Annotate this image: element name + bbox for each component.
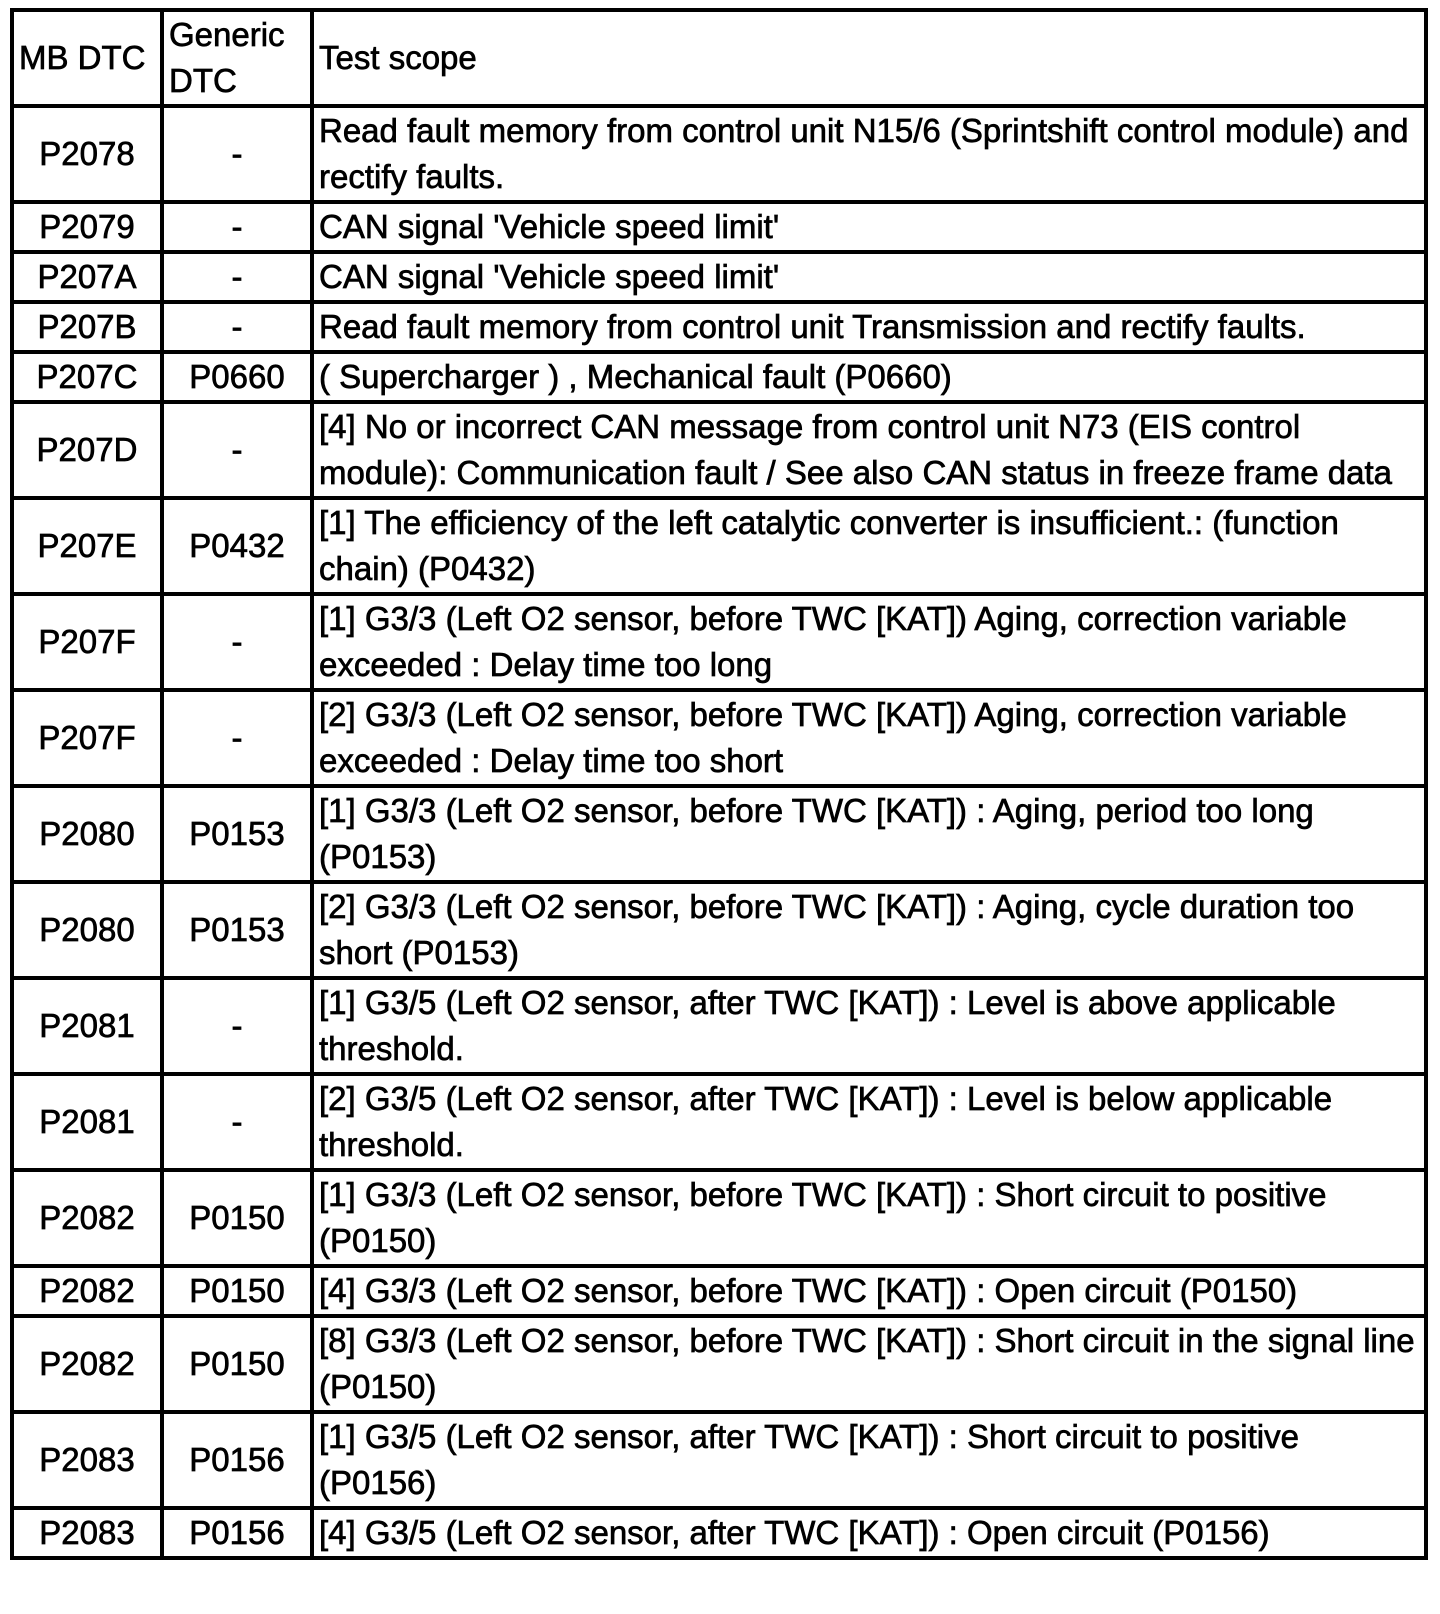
- mb-dtc-cell: P207A: [12, 252, 162, 302]
- table-row: [12, 786, 1426, 882]
- dtc-table: [10, 8, 1428, 1560]
- mb-dtc-cell: P207E: [12, 498, 162, 594]
- table-body: [12, 106, 1426, 1558]
- table-row: [12, 252, 1426, 302]
- test-scope-cell: [2] G3/3 (Left O2 sensor, before TWC [KAT]) : Aging, cycle duration too short (P0153): [312, 882, 1426, 978]
- test-scope-cell: [8] G3/3 (Left O2 sensor, before TWC [KAT]) : Short circuit in the signal line (P0150): [312, 1316, 1426, 1412]
- table-row: [12, 498, 1426, 594]
- table-row: [12, 106, 1426, 202]
- mb-dtc-cell: P207C: [12, 352, 162, 402]
- generic-dtc-cell: -: [162, 252, 312, 302]
- table-row: [12, 1074, 1426, 1170]
- generic-dtc-cell: -: [162, 402, 312, 498]
- header-generic-line2: DTC: [169, 62, 237, 99]
- table-row: [12, 202, 1426, 252]
- generic-dtc-cell: P0432: [162, 498, 312, 594]
- test-scope-cell: [4] G3/5 (Left O2 sensor, after TWC [KAT]) : Open circuit (P0156): [312, 1508, 1426, 1558]
- mb-dtc-cell: P2082: [12, 1170, 162, 1266]
- generic-dtc-cell: -: [162, 202, 312, 252]
- generic-dtc-cell: -: [162, 978, 312, 1074]
- test-scope-cell: [1] G3/5 (Left O2 sensor, after TWC [KAT]) : Short circuit to positive (P0156): [312, 1412, 1426, 1508]
- mb-dtc-cell: P2080: [12, 786, 162, 882]
- test-scope-cell: [1] G3/3 (Left O2 sensor, before TWC [KAT]) : Short circuit to positive (P0150): [312, 1170, 1426, 1266]
- mb-dtc-cell: P2083: [12, 1412, 162, 1508]
- header-generic-line1: Generic: [169, 16, 285, 53]
- test-scope-cell: [1] The efficiency of the left catalytic converter is insufficient.: (function chain) (P0432): [312, 498, 1426, 594]
- test-scope-cell: Read fault memory from control unit Transmission and rectify faults.: [312, 302, 1426, 352]
- generic-dtc-cell: P0153: [162, 786, 312, 882]
- generic-dtc-cell: P0156: [162, 1508, 312, 1558]
- generic-dtc-cell: P0156: [162, 1412, 312, 1508]
- generic-dtc-cell: -: [162, 1074, 312, 1170]
- test-scope-cell: [2] G3/3 (Left O2 sensor, before TWC [KAT]) Aging, correction variable exceeded : Delay time too short: [312, 690, 1426, 786]
- test-scope-cell: [1] G3/3 (Left O2 sensor, before TWC [KAT]) : Aging, period too long (P0153): [312, 786, 1426, 882]
- mb-dtc-cell: P2079: [12, 202, 162, 252]
- mb-dtc-cell: P207F: [12, 594, 162, 690]
- mb-dtc-cell: P2083: [12, 1508, 162, 1558]
- test-scope-cell: [1] G3/5 (Left O2 sensor, after TWC [KAT]) : Level is above applicable threshold.: [312, 978, 1426, 1074]
- test-scope-cell: ( Supercharger ) , Mechanical fault (P0660): [312, 352, 1426, 402]
- table-row: [12, 402, 1426, 498]
- header-test-scope: Test scope: [312, 10, 1426, 106]
- generic-dtc-cell: -: [162, 594, 312, 690]
- table-row: [12, 978, 1426, 1074]
- header-generic-dtc: [162, 10, 312, 106]
- mb-dtc-cell: P207D: [12, 402, 162, 498]
- table-row: [12, 1508, 1426, 1558]
- generic-dtc-cell: P0660: [162, 352, 312, 402]
- generic-dtc-cell: P0150: [162, 1266, 312, 1316]
- mb-dtc-cell: P2080: [12, 882, 162, 978]
- test-scope-cell: CAN signal 'Vehicle speed limit': [312, 252, 1426, 302]
- table-row: [12, 352, 1426, 402]
- test-scope-cell: CAN signal 'Vehicle speed limit': [312, 202, 1426, 252]
- mb-dtc-cell: P2082: [12, 1316, 162, 1412]
- table-row: [12, 594, 1426, 690]
- mb-dtc-cell: P207F: [12, 690, 162, 786]
- mb-dtc-cell: P2078: [12, 106, 162, 202]
- test-scope-cell: [4] No or incorrect CAN message from control unit N73 (EIS control module): Communication fault / See also CAN status in freeze frame data: [312, 402, 1426, 498]
- test-scope-cell: [2] G3/5 (Left O2 sensor, after TWC [KAT]) : Level is below applicable threshold.: [312, 1074, 1426, 1170]
- generic-dtc-cell: P0150: [162, 1316, 312, 1412]
- mb-dtc-cell: P2081: [12, 1074, 162, 1170]
- generic-dtc-cell: P0150: [162, 1170, 312, 1266]
- generic-dtc-cell: -: [162, 690, 312, 786]
- mb-dtc-cell: P2081: [12, 978, 162, 1074]
- table-row: [12, 1412, 1426, 1508]
- table-row: [12, 690, 1426, 786]
- generic-dtc-cell: -: [162, 106, 312, 202]
- header-mb-dtc: MB DTC: [12, 10, 162, 106]
- table-row: [12, 1170, 1426, 1266]
- generic-dtc-cell: -: [162, 302, 312, 352]
- test-scope-cell: [4] G3/3 (Left O2 sensor, before TWC [KAT]) : Open circuit (P0150): [312, 1266, 1426, 1316]
- table-header-row: [12, 10, 1426, 106]
- table-row: [12, 1316, 1426, 1412]
- mb-dtc-cell: P207B: [12, 302, 162, 352]
- table-row: [12, 302, 1426, 352]
- table-row: [12, 1266, 1426, 1316]
- test-scope-cell: Read fault memory from control unit N15/6 (Sprintshift control module) and rectify faults.: [312, 106, 1426, 202]
- test-scope-cell: [1] G3/3 (Left O2 sensor, before TWC [KAT]) Aging, correction variable exceeded : Delay time too long: [312, 594, 1426, 690]
- mb-dtc-cell: P2082: [12, 1266, 162, 1316]
- generic-dtc-cell: P0153: [162, 882, 312, 978]
- table-row: [12, 882, 1426, 978]
